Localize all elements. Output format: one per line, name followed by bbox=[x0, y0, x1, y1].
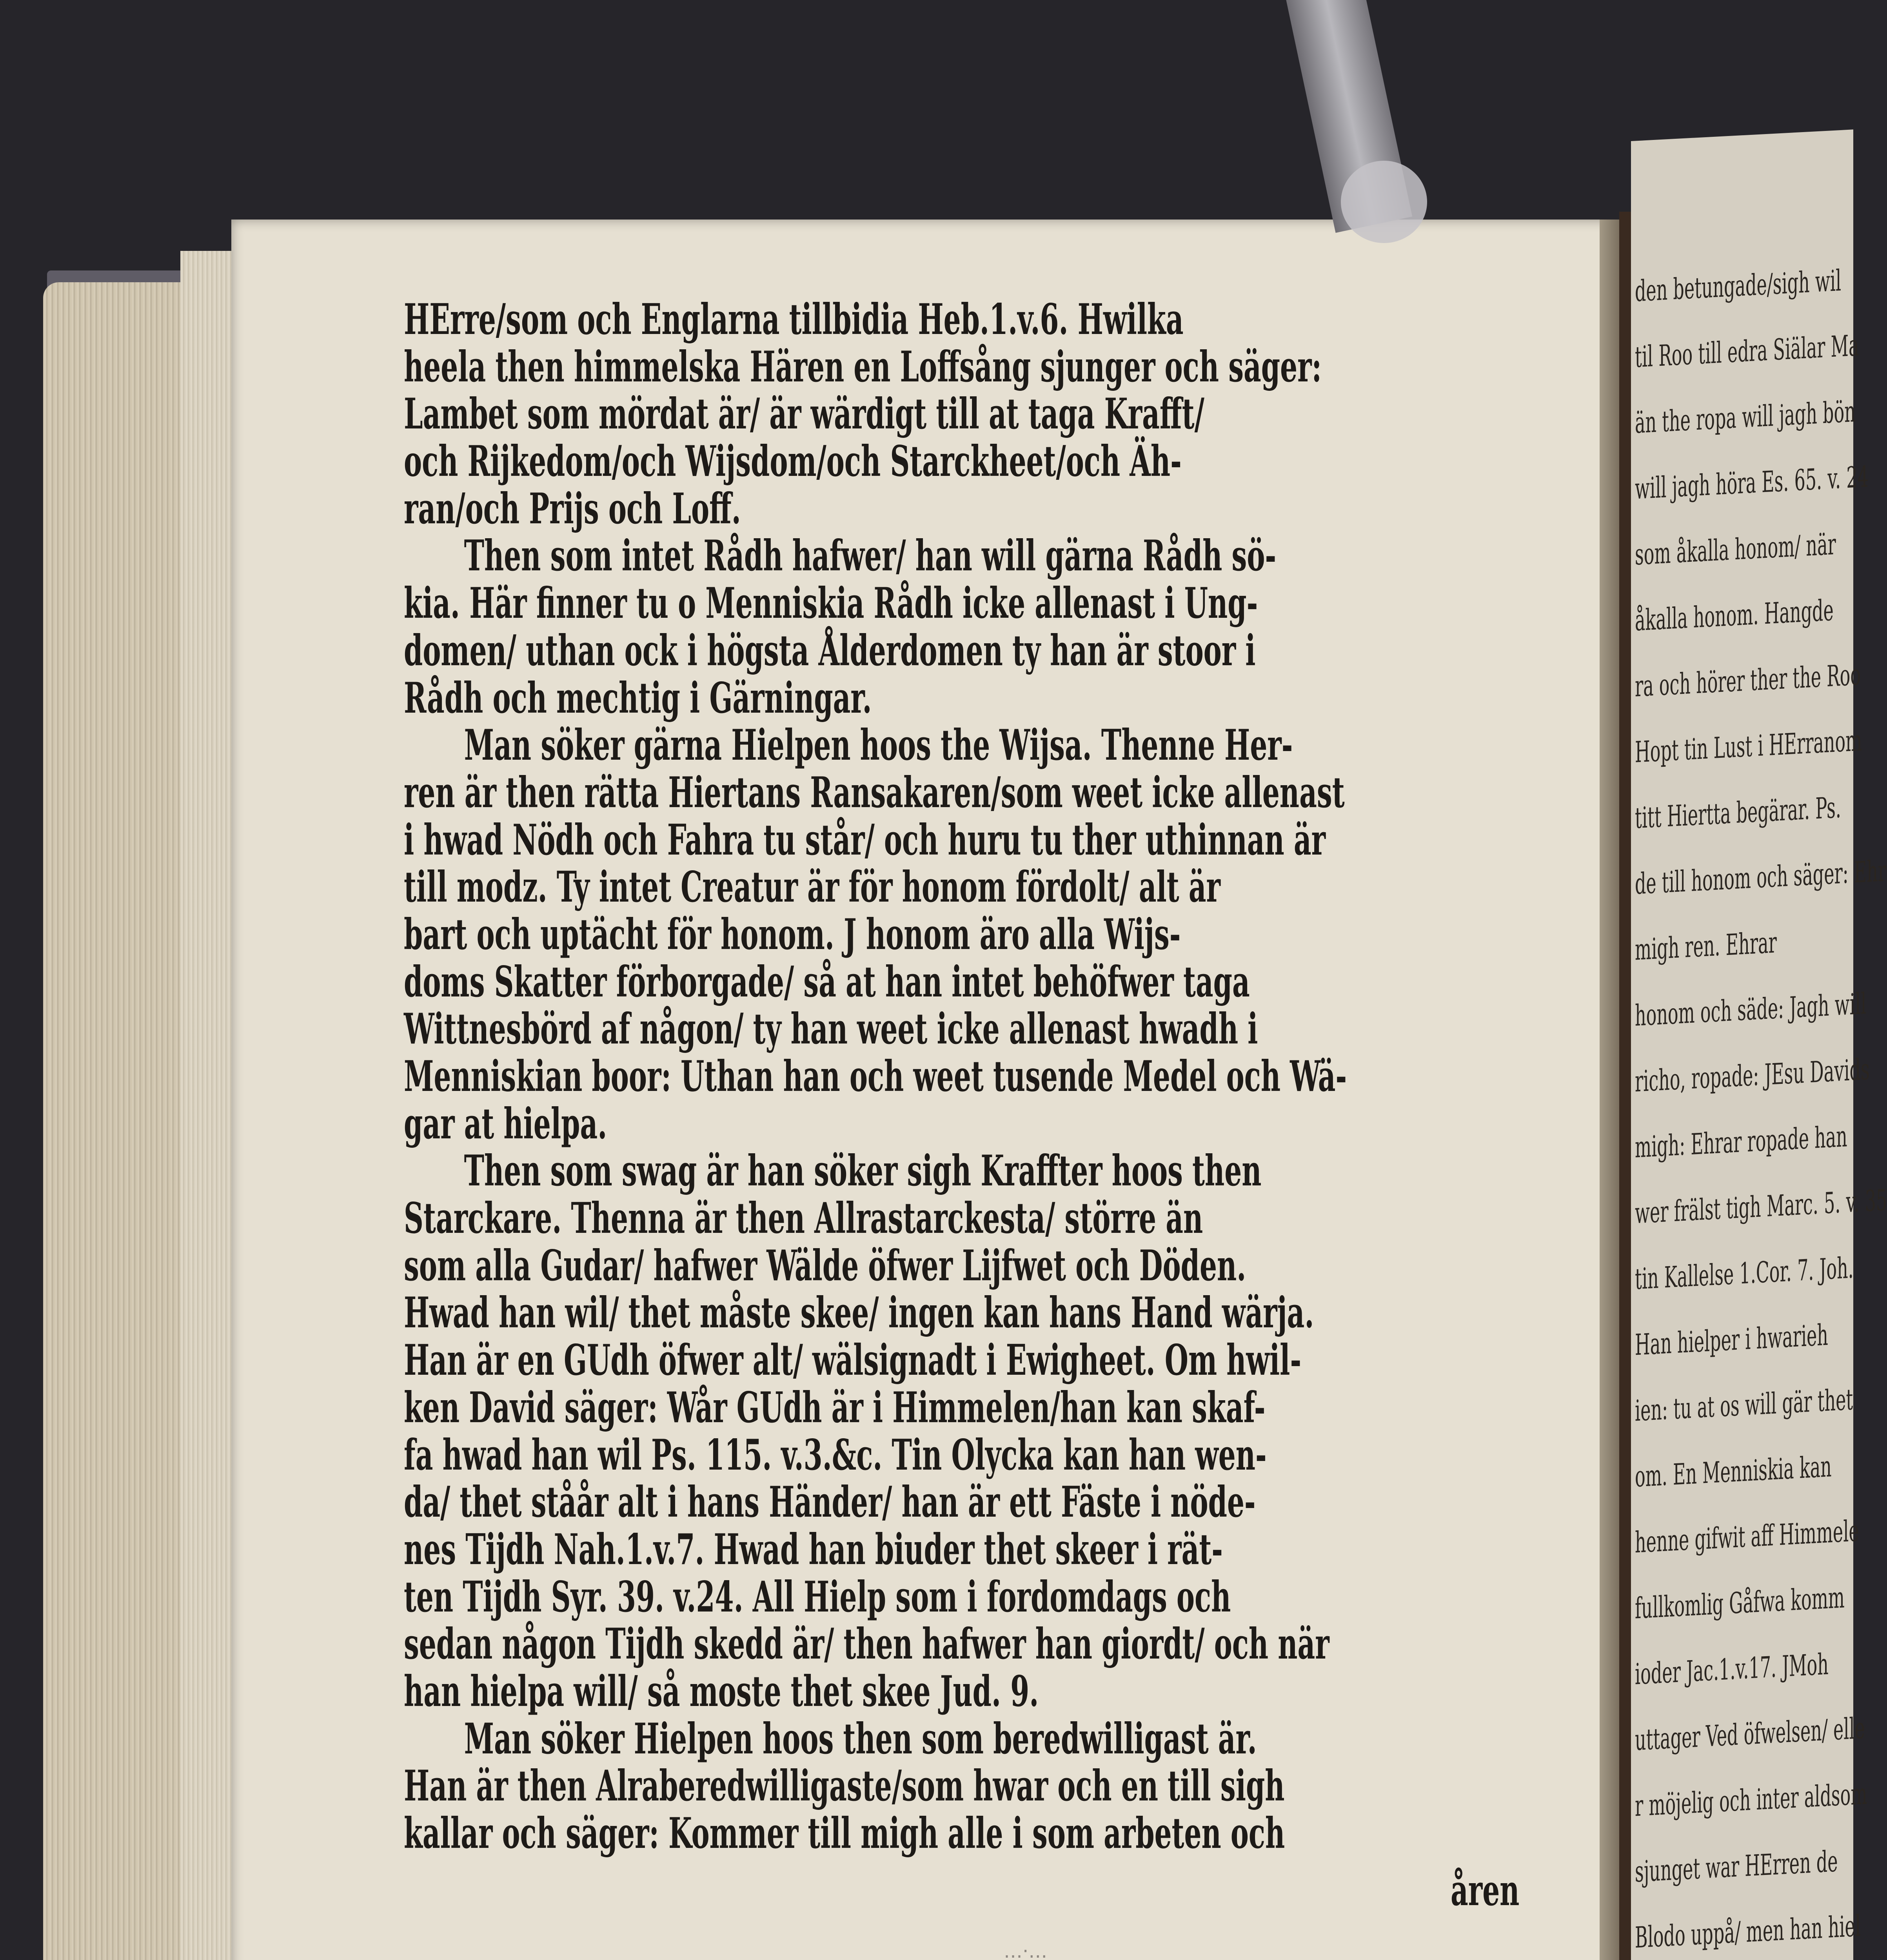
facing-text-line: wer frälst tigh Marc. 5. v. 35 bbox=[1635, 1183, 1887, 1230]
text-line: Rådh och mechtig i Gärningar. bbox=[404, 673, 872, 723]
holder-strap-top-tip bbox=[1341, 161, 1427, 243]
facing-text-line: henne gifwit aff Himmele bbox=[1635, 1514, 1859, 1560]
facing-text-line: ien: tu at os will gär thet bbox=[1635, 1383, 1853, 1428]
facing-text-line: tin Kallelse 1.Cor. 7. Joh. bbox=[1635, 1251, 1854, 1296]
text-line: sedan någon Tijdh skedd är/ then hafwer han giordt/ och när bbox=[404, 1619, 1329, 1669]
text-line: Hwad han wil/ thet måste skee/ ingen kan hans Hand wärja. bbox=[404, 1288, 1314, 1338]
facing-page bbox=[1631, 129, 1887, 1960]
text-line: kia. Här finner tu o Menniskia Rådh icke allenast i Ung- bbox=[404, 579, 1258, 628]
text-line: som alla Gudar/ hafwer Wälde öfwer Lijfwet och Döden. bbox=[404, 1241, 1246, 1290]
facing-text-line: åkalla honom. Hangde bbox=[1635, 593, 1834, 638]
facing-text-line: migh ren. Ehrar bbox=[1635, 926, 1777, 967]
facing-text-line: ioder Jac.1.v.17. JMoh bbox=[1635, 1647, 1829, 1691]
text-line: i hwad Nödh och Fahra tu står/ och huru tu ther uthinnan är bbox=[404, 815, 1326, 865]
text-line: Then som intet Rådh hafwer/ han will gärna Rådh sö- bbox=[464, 531, 1277, 581]
text-line: Wittnesbörd af någon/ ty han weet icke allenast hwadh i bbox=[404, 1004, 1258, 1054]
facing-text-line: Blodo uppå/ men han hiel bbox=[1635, 1909, 1861, 1955]
facing-text-line: honom och säde: Jagh will bbox=[1635, 987, 1867, 1033]
text-line: till modz. Ty intet Creatur är för honom fördolt/ alt är bbox=[404, 862, 1220, 912]
ink-smudge: …·… bbox=[1004, 1940, 1048, 1960]
text-line: fa hwad han wil Ps. 115. v.3.&c. Tin Olycka kan han wen- bbox=[404, 1430, 1267, 1480]
text-line: ran/och Prijs och Loff. bbox=[404, 484, 741, 534]
text-line: Menniskian boor: Uthan han och weet tusende Medel och Wä- bbox=[404, 1052, 1347, 1101]
text-line: Han är then Alraberedwilligaste/som hwar och en till sigh bbox=[404, 1761, 1285, 1811]
facing-text-line: Hopt tin Lust i HErranom bbox=[1635, 724, 1862, 769]
text-line: HErre/som och Englarna tillbidia Heb.1.v.6. Hwilka bbox=[404, 295, 1184, 344]
text-line: bart och uptächt för honom. J honom äro alla Wijs- bbox=[404, 909, 1181, 959]
text-line: Han är en GUdh öfwer alt/ wälsignadt i Ewigheet. Om hwil- bbox=[404, 1336, 1302, 1385]
text-line: ken David säger: Wår GUdh är i Himmelen/han kan skaf- bbox=[404, 1383, 1266, 1432]
facing-text-line: än the ropa will jagh bön bbox=[1635, 394, 1856, 440]
facing-text-line: Han hielper i hwarieh bbox=[1635, 1318, 1828, 1362]
text-line: doms Skatter förborgade/ så at han intet behöfwer taga bbox=[404, 957, 1250, 1007]
text-line: Man söker gärna Hielpen hoos the Wijsa. Thenne Her- bbox=[464, 720, 1293, 770]
text-line: Then som swag är han söker sigh Kraffter hoos then bbox=[464, 1146, 1262, 1196]
facing-text-line: fullkomlig Gåfwa komm bbox=[1635, 1581, 1845, 1626]
text-line: Man söker Hielpen hoos then som beredwilligast är. bbox=[464, 1714, 1257, 1764]
text-line: ten Tijdh Syr. 39. v.24. All Hielp som i fordomdags och bbox=[404, 1572, 1231, 1622]
facing-text-line: den betungade/sigh wil bbox=[1635, 263, 1842, 309]
text-line: Lambet som mördat är/ är wärdigt till at taga Krafft/ bbox=[404, 389, 1204, 439]
facing-text-line: om. En Menniskia kan bbox=[1635, 1450, 1832, 1494]
text-line: han hielpa will/ så moste thet skee Jud. 9. bbox=[404, 1666, 1039, 1716]
facing-text-line: uttager Ved öfwelsen/ elle bbox=[1635, 1711, 1865, 1757]
facing-text-line: som åkalla honom/ när bbox=[1635, 527, 1836, 572]
facing-text-line: til Roo till edra Siälar Ma bbox=[1635, 328, 1859, 374]
page-body-text bbox=[404, 296, 1549, 1857]
facing-text-line: sjunget war HErren de bbox=[1635, 1844, 1838, 1889]
text-line: gar at hielpa. bbox=[404, 1099, 607, 1149]
text-line: ren är then rätta Hiertans Ransakaren/som weet icke allenast bbox=[404, 768, 1345, 817]
facing-text-line: r möjelig och inter aldsom bbox=[1635, 1777, 1867, 1823]
facing-text-line: migh: Ehrar ropade han bbox=[1635, 1120, 1847, 1165]
facing-text-line: richo, ropade: JEsu Davids bbox=[1635, 1053, 1870, 1099]
text-line: domen/ uthan ock i högsta Ålderdomen ty han är stoor i bbox=[404, 626, 1256, 675]
text-line: kallar och säger: Kommer till migh alle i som arbeten och bbox=[404, 1809, 1285, 1858]
catchword: åren bbox=[1451, 1866, 1520, 1915]
text-line: heela then himmelska Hären en Loffsång sjunger och säger: bbox=[404, 342, 1322, 392]
text-line: da/ thet ståår alt i hans Händer/ han är ett Fäste i nöde- bbox=[404, 1477, 1256, 1527]
facing-page-text bbox=[1635, 252, 1887, 1960]
facing-text-line: de till honom och säger: Ehr bbox=[1635, 854, 1887, 901]
facing-text-line: will jagh höra Es. 65. v. 24 bbox=[1635, 460, 1869, 506]
facing-text-line: ra och hörer ther the Roo bbox=[1635, 658, 1861, 704]
text-line: och Rijkedom/och Wijsdom/och Starckheet/och Äh- bbox=[404, 437, 1182, 486]
text-line: Starckare. Thenna är then Allrastarckesta/ större än bbox=[404, 1194, 1203, 1243]
facing-text-line: titt Hiertta begärar. Ps. bbox=[1635, 790, 1841, 835]
text-line: nes Tijdh Nah.1.v.7. Hwad han biuder thet skeer i rät- bbox=[404, 1524, 1223, 1574]
